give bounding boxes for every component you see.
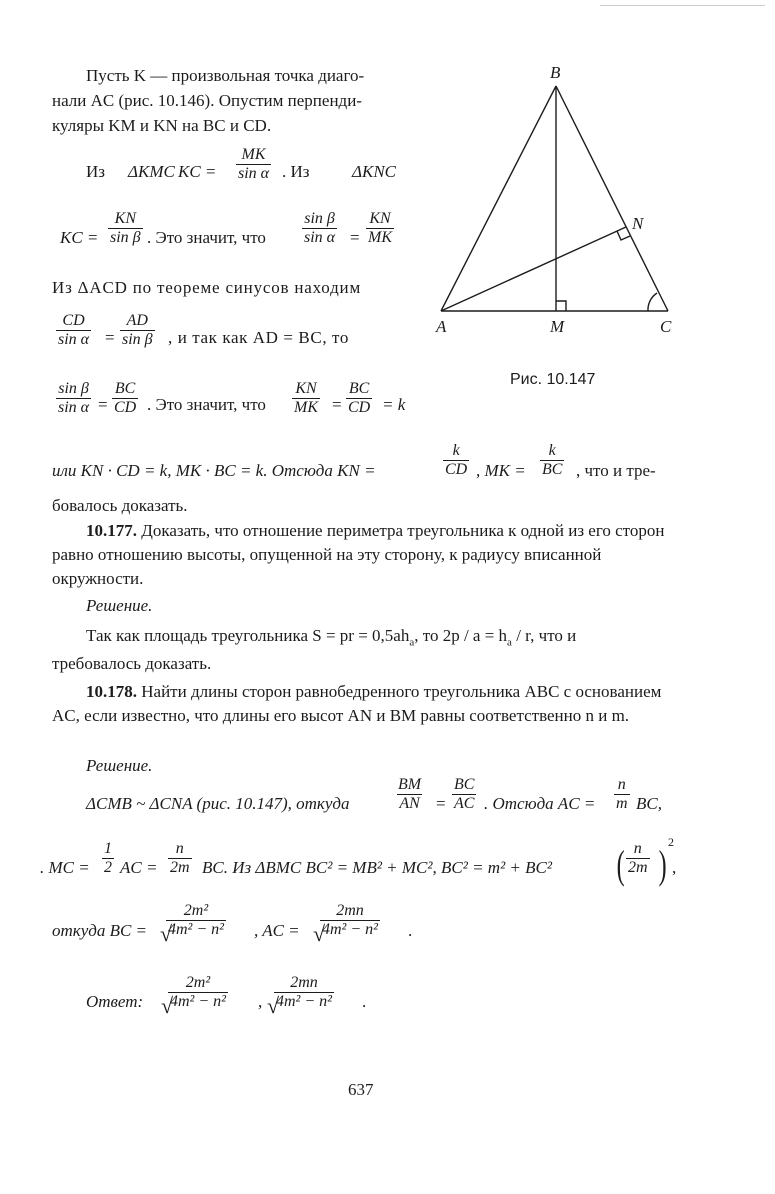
eq4-equals: = — [105, 328, 115, 347]
eq1-triangle-1: ΔKMC — [128, 162, 175, 181]
problem-177-solution-part-3: / r, что и — [511, 626, 577, 645]
solution-line-2-fraction-1 — [102, 840, 114, 877]
eq1-triangle-2: ΔKNC — [352, 162, 396, 181]
eq4-text: , и так как AD = BC, то — [168, 328, 349, 347]
eq6-denominator-1: CD — [445, 461, 468, 478]
eq1-denominator: sin α — [238, 165, 270, 182]
eq5-equals-1: = — [98, 395, 108, 414]
solution-line-1-numerator-2: BC — [454, 776, 475, 793]
right-angle-n — [617, 231, 630, 240]
answer-numerator-2: 2mn — [290, 974, 318, 991]
label-b: B — [550, 63, 561, 82]
solution-line-2-numerator-3: n — [633, 840, 642, 857]
eq5-fraction-3 — [292, 380, 320, 417]
eq5-numerator-2: BC — [114, 380, 136, 397]
solution-line-3-a: откуда BC = — [52, 921, 148, 940]
answer-label: Ответ: — [86, 992, 144, 1011]
solution-line-2-b: AC = — [120, 858, 158, 877]
eq4-numerator-2: AD — [126, 312, 148, 329]
answer-comma: , — [258, 992, 263, 1011]
problem-178 — [52, 680, 677, 728]
solution-line-2-denominator-1: 2 — [104, 859, 112, 876]
answer-fraction-1 — [168, 974, 228, 1011]
answer-sqrt-1: √ — [161, 993, 174, 1018]
eq5-denominator-1: sin α — [58, 399, 90, 416]
solution-line-2-numerator-2: n — [175, 840, 184, 857]
eq2-numerator-3: KN — [369, 210, 391, 227]
eq5-numerator-1: sin β — [58, 380, 89, 397]
altitude-an — [441, 227, 626, 311]
eq2-fraction-3 — [366, 210, 394, 247]
answer-denominator-1: 4m² − n² — [170, 993, 226, 1010]
eq1-mid: . Из — [282, 162, 310, 181]
answer-denominator-2: 4m² − n² — [276, 993, 332, 1010]
solution-line-2-paren-open: ( — [616, 842, 625, 887]
eq6-fraction-1 — [443, 442, 469, 479]
solution-line-2-fraction-3 — [626, 840, 650, 877]
solution-line-3-sqrt-2: √ — [313, 921, 326, 946]
intro-line-3: куляры KM и KN на BC и CD. — [52, 116, 272, 135]
eq1-lhs: KC = — [178, 162, 217, 181]
solution-line-2-numerator-1: 1 — [104, 840, 112, 857]
eq2-numerator-1: KN — [114, 210, 136, 227]
eq1-prefix: Из — [86, 162, 105, 181]
solution-line-2-fraction-2 — [168, 840, 192, 877]
eq6-denominator-2: BC — [542, 461, 563, 478]
answer-numerator-1: 2m² — [185, 974, 211, 991]
answer-sqrt-2: √ — [267, 993, 280, 1018]
solution-line-1-c: BC, — [636, 794, 662, 813]
problem-177-solution-end: требовалось доказать. — [52, 654, 212, 673]
label-c: C — [660, 317, 672, 336]
eq6-text-2: , MK = — [476, 461, 526, 480]
eq5-numerator-4: BC — [348, 380, 370, 397]
right-angle-m — [556, 301, 566, 311]
problem-177-solution-sub-2: a — [507, 636, 512, 649]
problem-177-solution-sub-1: a — [409, 636, 415, 649]
problem-177-solution-part-1: Так как площадь треугольника S = pr = 0,5ah — [86, 626, 410, 645]
solution-line-2-denominator-2: 2m — [170, 859, 190, 876]
eq4-fraction-1 — [56, 312, 91, 349]
solution-line-2-comma: , — [672, 858, 677, 877]
intro-line-1: Пусть K — произвольная точка диаго- — [86, 66, 365, 85]
solution-line-3-numerator-1: 2m² — [183, 902, 209, 919]
solution-line-3-fraction-1 — [166, 902, 226, 939]
eq5-tail: = k — [382, 395, 406, 414]
eq4-denominator-1: sin α — [58, 331, 90, 348]
solution-line-2-a: . MC = — [40, 858, 90, 877]
figure-caption: Рис. 10.147 — [510, 371, 596, 388]
solution-line-1-numerator-3: n — [617, 776, 626, 793]
eq6-fraction-2 — [540, 442, 564, 479]
side-ab — [441, 86, 556, 311]
solution-line-3-sqrt-1: √ — [160, 921, 173, 946]
solution-line-1-numerator-1: BM — [398, 776, 422, 793]
eq4-denominator-2: sin β — [122, 331, 153, 348]
eq5-fraction-1 — [56, 380, 91, 417]
scan-artifact-line — [600, 5, 765, 6]
answer-period: . — [362, 992, 367, 1011]
eq5-denominator-4: CD — [348, 399, 371, 416]
solution-line-3-period: . — [408, 921, 413, 940]
side-bc — [556, 86, 668, 311]
solution-line-1-denominator-1: AN — [399, 795, 420, 812]
intro-line-2: нали AC (рис. 10.146). Опустим перпенди- — [52, 91, 362, 110]
eq2-fraction-2 — [302, 210, 337, 247]
solution-line-1-fraction-3 — [614, 776, 630, 813]
solution-line-3-denominator-1: 4m² − n² — [168, 921, 224, 938]
solution-line-3-fraction-2 — [320, 902, 380, 939]
label-m: M — [550, 317, 565, 336]
solution-line-1-a: ΔCMB ~ ΔCNA (рис. 10.147), откуда — [86, 794, 350, 813]
solution-line-3-denominator-2: 4m² − n² — [322, 921, 378, 938]
problem-177-solution-label: Решение. — [86, 596, 153, 615]
solution-line-1-b: . Отсюда AC = — [484, 794, 596, 813]
eq5-numerator-3: KN — [295, 380, 317, 397]
eq2-text: . Это значит, что — [147, 228, 266, 247]
solution-line-3-numerator-2: 2mn — [336, 902, 364, 919]
solution-line-1-fraction-2 — [452, 776, 476, 813]
eq5-equals-2: = — [332, 395, 342, 414]
problem-178-number: 10.178. — [86, 682, 137, 701]
eq5-denominator-2: CD — [114, 399, 137, 416]
eq6-numerator-1: k — [452, 442, 460, 459]
eq2-fraction-1 — [108, 210, 143, 247]
eq1-fraction — [236, 146, 271, 183]
eq2-lhs: KC = — [60, 228, 99, 247]
eq4-fraction-2 — [120, 312, 155, 349]
problem-177-text: Доказать, что отношение периметра треугольника к одной из его сторон равно отношению высоты, опущенной на эту сторону, к радиусу вписанной окружности. — [52, 521, 665, 588]
eq2-denominator-3: MK — [368, 229, 392, 246]
eq6-text-4: бовалось доказать. — [52, 496, 188, 515]
solution-line-2-exponent: 2 — [668, 835, 674, 849]
problem-177-solution — [86, 624, 576, 654]
label-a: A — [436, 317, 447, 336]
eq5-fraction-4 — [346, 380, 372, 417]
page-number: 637 — [348, 1080, 374, 1099]
problem-177-solution-part-2: , то 2p / a = h — [414, 626, 508, 645]
eq5-text: . Это значит, что — [147, 395, 266, 414]
solution-line-1-denominator-2: AC — [454, 795, 475, 812]
eq6-numerator-2: k — [548, 442, 556, 459]
eq6-text-3: , что и тре- — [576, 461, 656, 480]
eq5-denominator-3: MK — [294, 399, 318, 416]
solution-line-1-denominator-3: m — [616, 795, 628, 812]
angle-arc-c — [648, 293, 657, 311]
eq2-denominator-1: sin β — [110, 229, 141, 246]
solution-line-1-equals: = — [436, 794, 446, 813]
eq5-fraction-2 — [112, 380, 138, 417]
answer-fraction-2 — [274, 974, 334, 1011]
problem-177-number: 10.177. — [86, 521, 137, 540]
solution-line-2-c: BC. Из ΔBMC BC² = MB² + MC², BC² = m² + BC² — [202, 858, 552, 877]
solution-line-2-denominator-3: 2m — [628, 859, 648, 876]
solution-line-3-b: , AC = — [254, 921, 300, 940]
eq4-numerator-1: CD — [62, 312, 85, 329]
eq2-denominator-2: sin α — [304, 229, 336, 246]
eq1-numerator: MK — [241, 146, 266, 163]
eq3-text: Из ΔACD по теореме синусов находим — [52, 278, 362, 297]
eq6-text-1: или KN · CD = k, MK · BC = k. Отсюда KN = — [52, 461, 376, 480]
label-n: N — [632, 214, 644, 233]
eq2-equals: = — [350, 228, 360, 247]
solution-line-2-paren-close: ) — [658, 842, 667, 887]
problem-178-text: Найти длины сторон равнобедренного треугольника ABC с основанием AC, если известно, что длины его высот AN и BM равны соответственно n и m. — [52, 682, 662, 725]
solution-line-1-fraction-1 — [396, 776, 423, 813]
eq2-numerator-2: sin β — [304, 210, 335, 227]
problem-177 — [52, 519, 677, 591]
problem-178-solution-label: Решение. — [86, 756, 153, 775]
